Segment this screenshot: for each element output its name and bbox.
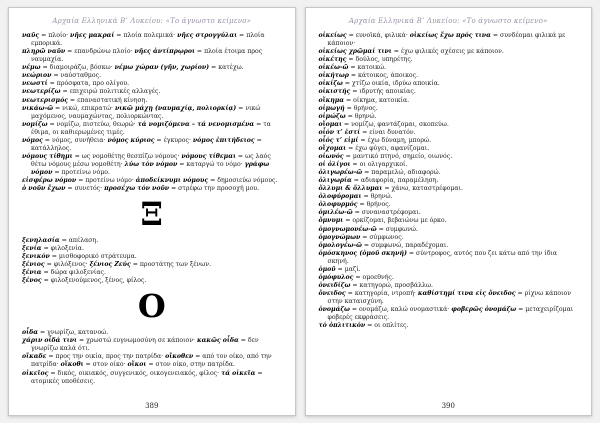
- headword: ὀλιγωρέω-ῶ: [318, 169, 363, 177]
- headword: χάριν οἶδά τινι: [22, 337, 77, 345]
- page-left: [8, 7, 296, 416]
- definition-text: = προστάτης των ξένων.: [130, 261, 212, 269]
- headword: προσέχω τόν νοῦν: [104, 185, 170, 193]
- headword: νῆες ἀντίπρῳροι: [134, 48, 195, 56]
- headword: ὁμόφυλος: [318, 273, 354, 281]
- headword: οἴχομαι: [318, 144, 347, 152]
- glossary-entry: [319, 266, 579, 274]
- definition-text: = ευνοϊκά, φιλικά·: [346, 32, 410, 39]
- headword: οἰκίζω: [318, 80, 343, 88]
- definition-text: = ρίχνω κάποιον στην καταισχύνη.: [327, 290, 571, 306]
- headword: πληρῶ ναῦν: [22, 48, 66, 56]
- headword: ὀνομάζω: [318, 306, 350, 314]
- headword: ξένια: [22, 269, 42, 277]
- definition-text: = νόμος, συνήθεια·: [42, 136, 108, 144]
- definition-text: = κατηγορία, ντροπή·: [345, 290, 418, 297]
- glossary-entry: [319, 306, 579, 322]
- glossary-entry: [319, 282, 579, 290]
- definition-text: = πλοία έτοιμα προς ναυμαχία.: [31, 48, 263, 64]
- headword: οἰκεῖος: [22, 369, 49, 377]
- definition-text: = παραμελώ, αδιαφορώ.: [362, 169, 441, 177]
- definition-text: = συμφωνώ, παραδέχομαι.: [361, 241, 449, 249]
- headword: ὀνειδίζω: [318, 281, 351, 289]
- page-number-left: 389: [145, 402, 159, 410]
- headword: νεώριον: [22, 72, 52, 80]
- definition-text: = έχω δύναμη, μπορώ.: [358, 136, 432, 144]
- headword: οἷός τ’ εἰμί: [318, 136, 359, 144]
- headword: νικῶ μάχῃ (ναυμαχίᾳ, πολιορκίᾳ): [114, 104, 237, 112]
- glossary-entry: [22, 277, 282, 285]
- headword: ὁμοῦ: [318, 265, 336, 273]
- headword: οἶδα: [22, 329, 39, 337]
- definition-text: = προτείνω νόμο.: [52, 169, 110, 177]
- definition-text: = δικός, οικιακός, συγγενικός, οικογενειακός, φίλος·: [48, 369, 222, 377]
- headword: οἰκείως: [318, 32, 347, 39]
- glossary-entry: [319, 161, 579, 169]
- definition-text: = ιδρυτής αποικίας.: [350, 88, 416, 96]
- definition-text: = οι ολιγαρχικοί.: [350, 161, 408, 168]
- definition-text: = από τον οίκο, από την πατρίδα·: [31, 353, 272, 369]
- headword: οἴκαδε: [22, 353, 47, 361]
- definition-text: = δούλος, υπηρέτης.: [346, 56, 413, 64]
- definition-text: = νικώ, επικρατώ·: [53, 104, 115, 112]
- glossary-entry: [22, 353, 282, 369]
- definition-text: = πρόσφατα, προ ολίγου.: [47, 80, 130, 88]
- definition-text: = θρήνος.: [344, 104, 378, 112]
- glossary-entry: [22, 97, 282, 105]
- definition-text: = χάνω, καταστρέφομαι.: [382, 185, 463, 193]
- headword: οἰκείως ἔχω πρός τινα: [409, 32, 491, 39]
- glossary-entry: [319, 145, 579, 153]
- definition-text: = πλοία πολεμικά·: [114, 32, 178, 39]
- headword: ὄνειδος: [318, 290, 346, 297]
- definition-text: = νομίζω, πιστεύω, θεωρώ·: [47, 120, 138, 128]
- definition-text: = γνωρίζω, κατανοώ.: [38, 329, 109, 337]
- headword: ὁμολογέω-ῶ: [318, 241, 362, 249]
- definition-text: = ομοεθνής.: [353, 273, 394, 281]
- headword: νέμω χώραν (γῆν, χωρίον): [114, 64, 210, 72]
- glossary-entry: [22, 185, 282, 193]
- definition-text: = πλοίο·: [39, 32, 71, 39]
- glossary-entry: [22, 153, 282, 177]
- definition-text: = τα έθιμα, οι καθιερωμένες τιμές.: [31, 120, 271, 136]
- glossary-entry: [319, 56, 579, 64]
- glossary-entry: [22, 237, 282, 245]
- definition-text: = προς την οικία, προς την πατρίδα·: [46, 353, 166, 361]
- definition-text: = προτείνω νόμο·: [76, 177, 136, 185]
- definition-text: = συνδέομαι φιλικά με κάποιον·: [327, 32, 566, 48]
- page-header: Αρχαία Ελληνικά Β’ Λυκείου: «Το άγνωστο κείμενο»: [52, 17, 252, 25]
- headword: τά νομιζόμενα – τά νενομισμένα: [137, 120, 255, 128]
- definition-text: = οίκημα, κατοικία.: [344, 96, 410, 104]
- headword: ναῦς: [22, 32, 40, 39]
- headword: ἀποδείκνυμι νόμους: [135, 177, 209, 185]
- headword: νόμος: [22, 136, 43, 144]
- definition-text: = μεταχειρίζομαι φοβερές εκφράσεις.: [327, 306, 574, 322]
- glossary-entry: [319, 97, 579, 105]
- definition-text: = συνετός·: [65, 185, 105, 193]
- headword: ξένιος Ζεύς: [89, 261, 131, 269]
- glossary-entry: [319, 322, 579, 330]
- definition-text: = φιλόξενος·: [44, 261, 90, 269]
- headword: ὀλιγωρία: [318, 177, 352, 185]
- definition-text: = ως νομοθέτης θεσπίζω νόμους·: [72, 152, 182, 160]
- headword: οἰκιστής: [318, 88, 351, 96]
- headword: οἴκοθεν: [165, 353, 194, 361]
- definition-text: = διαμοιράζω, βόσκω·: [40, 64, 115, 72]
- definition-text: = είναι δυνατόν.: [360, 128, 416, 136]
- page-header: Αρχαία Ελληνικά Β’ Λυκείου: «Το άγνωστο κείμενο»: [348, 17, 548, 25]
- page-number-right: 390: [441, 402, 455, 410]
- headword: ὄμνυμι: [318, 217, 344, 225]
- definition-text: = απέλαση.: [59, 237, 99, 245]
- headword: ὁμόσκηνος (ὁμοῦ σκηνή): [318, 249, 407, 257]
- headword: ὁμογνώμων: [318, 233, 361, 241]
- glossary-entry: [319, 72, 579, 80]
- glossary-entry: [319, 129, 579, 137]
- definition-text: = κατέχω.: [209, 64, 244, 72]
- definition-text: = μαντικό πτηνό, σημείο, οιωνός.: [343, 152, 453, 160]
- headword: νεωστί: [22, 80, 48, 88]
- glossary-entry: [319, 105, 579, 113]
- headword: ξενικόν: [22, 253, 50, 261]
- definition-text: = νικώ μαχόμενος, ναυμαχώντας, πολιορκώντας.: [31, 104, 261, 120]
- glossary-entry: [319, 169, 579, 177]
- definition-text: = κάτοικος, άποικος.: [348, 72, 419, 80]
- headword: οἰκήτωρ: [318, 72, 349, 80]
- definition-text: = δημοσιεύω νόμους.: [208, 177, 278, 185]
- glossary-entry: [22, 245, 282, 253]
- headword: ξένιος: [22, 261, 45, 269]
- headword: οἰμώζω: [318, 112, 346, 120]
- headword: φοβερῶς ὀνομάζω: [451, 306, 517, 314]
- glossary-entry: [319, 88, 579, 96]
- headword: ξένος: [22, 277, 42, 285]
- glossary-entry: [319, 32, 579, 48]
- glossary-entry: [22, 370, 282, 386]
- glossary-entry: [22, 64, 282, 72]
- glossary-entry: [22, 121, 282, 137]
- headword: νόμους τίθεμαι: [181, 152, 236, 160]
- definition-text: = καταργώ το νόμο·: [177, 161, 245, 168]
- headword: νομίζω: [22, 120, 48, 128]
- definition-text: = έχω φιλικές σχέσεις με κάποιον.: [391, 48, 504, 56]
- definition-text: = σύντροφος, αυτός που ζει κάτω από την ίδια σκηνή.: [327, 249, 558, 265]
- headword: νέμω: [22, 64, 41, 72]
- definition-text: = πλοία εμπορικά.: [31, 32, 265, 48]
- glossary-entry: [22, 261, 282, 269]
- headword: οἷόν τ’ ἐστί: [318, 128, 361, 136]
- glossary-entry: [319, 177, 579, 185]
- definition-text: = δώρα φιλοξενίας.: [41, 269, 106, 277]
- glossary-entry: [319, 185, 579, 193]
- definition-text: = ορκίζομαι, βεβαιώνω με όρκο.: [343, 217, 447, 225]
- glossary-content-left: [22, 32, 282, 386]
- headword: νόμος ἐπιτήδειος: [192, 136, 255, 144]
- headword: ξενία: [22, 245, 42, 253]
- section-letter-Ξ: Ξ: [140, 195, 163, 234]
- headword: ξενηλασία: [22, 237, 60, 245]
- definition-text: = κατηγορώ, προσβάλλω.: [350, 281, 433, 289]
- headword: ὄλλυμι & ὄλλυμαι: [318, 185, 383, 193]
- glossary-entry: [319, 250, 579, 266]
- glossary-entry: [319, 226, 579, 234]
- glossary-entry: [22, 137, 282, 153]
- glossary-content-right: [319, 32, 579, 330]
- definition-text: = θρηνώ.: [345, 112, 377, 120]
- headword: εἰσφέρω νόμον: [22, 177, 77, 185]
- definition-text: = ναύσταθμος.: [51, 72, 102, 80]
- headword: νόμους τίθημι: [22, 152, 73, 160]
- headword: οἴκημα: [318, 96, 345, 104]
- glossary-entry: [319, 274, 579, 282]
- glossary-entry: [319, 217, 579, 225]
- headword: ὀλοφύρομαι: [318, 193, 362, 201]
- definition-text: = κατοικώ.: [348, 64, 386, 72]
- glossary-entry: [319, 64, 579, 72]
- glossary-entry: [319, 201, 579, 209]
- section-letter-Ο: Ο: [137, 287, 166, 326]
- definition-text: = νομίζω, φαντάζομαι, σκοπεύω.: [342, 120, 449, 128]
- definition-text: = ως λαός θέτω νόμους μέσω νομοθέτη·: [31, 152, 271, 168]
- headword: οἰωνός: [318, 152, 344, 160]
- definition-text: = αδιαφορία, παραμέληση.: [351, 177, 439, 185]
- glossary-entry: [22, 88, 282, 96]
- glossary-entry: [319, 113, 579, 121]
- definition-text: = επανδρώνω πλοίο·: [65, 48, 135, 56]
- glossary-entry: [22, 80, 282, 88]
- definition-text: = μαζί.: [335, 265, 361, 273]
- glossary-entry: [319, 137, 579, 145]
- glossary-entry: [319, 193, 579, 201]
- definition-text: = ονομάζω, καλώ ονομαστικά·: [349, 306, 452, 314]
- headword: νόμος κύριος: [107, 136, 155, 144]
- definition-text: = θρήνος.: [357, 201, 391, 209]
- glossary-entry: [22, 105, 282, 121]
- definition-text: = επαναστατική κίνηση.: [67, 96, 148, 104]
- glossary-entry: [22, 177, 282, 185]
- headword: νεωτερισμός: [22, 96, 68, 104]
- headword: οἰκέτης: [318, 56, 347, 64]
- glossary-entry: [319, 209, 579, 217]
- definition-text: = επιχειρώ πολιτικές αλλαγές.: [60, 88, 161, 96]
- headword: νικάω-ῶ: [22, 104, 54, 112]
- definition-text: = οι οπλίτες.: [365, 322, 409, 330]
- glossary-entry: [22, 269, 282, 277]
- headword: ὁ νοῦν ἔχων: [22, 185, 66, 193]
- headword: λύω τόν νόμον: [124, 161, 178, 168]
- glossary-entry: [22, 337, 282, 353]
- headword: οἰκέω-ῶ: [318, 64, 349, 72]
- headword: οἴκοι: [127, 361, 147, 369]
- headword: τά οἰκεῖα: [221, 369, 256, 377]
- headword: κακῶς οἶδα: [196, 337, 239, 345]
- headword: ὀλοφυρμός: [318, 201, 358, 209]
- glossary-entry: [319, 121, 579, 129]
- glossary-entry: [319, 234, 579, 242]
- definition-text: = θρηνώ.: [361, 193, 393, 201]
- definition-text: = χρωστώ ευγνωμοσύνη σε κάποιον·: [77, 337, 197, 345]
- definition-text: = φιλοξενούμενος, ξένος, φίλος.: [41, 277, 147, 285]
- glossary-entry: [22, 48, 282, 64]
- headword: οἴκοθι: [60, 361, 84, 369]
- glossary-entry: [22, 253, 282, 261]
- definition-text: = έχω φύγει, αφανίζομαι.: [346, 144, 430, 152]
- glossary-entry: [22, 72, 282, 80]
- definition-text: = δεν γνωρίζω καλά ότι.: [31, 337, 259, 353]
- headword: νεωτερίζω: [22, 88, 61, 96]
- definition-text: = ατομικές υποθέσεις.: [31, 369, 263, 385]
- definition-text: = συμφωνώ.: [376, 225, 418, 233]
- glossary-entry: [319, 153, 579, 161]
- headword: νῆες στρογγύλαι: [177, 32, 238, 39]
- headword: νῆες μακραί: [70, 32, 115, 39]
- definition-text: = χτίζω οικία, ιδρύω αποικία.: [342, 80, 440, 88]
- headword: ὁμογνωμονέω-ῶ: [318, 225, 377, 233]
- headword: οἰμωγή: [318, 104, 345, 112]
- definition-text: = έγκυρος·: [154, 136, 193, 144]
- definition-text: = σύμφωνος.: [360, 233, 404, 241]
- headword: καθίστημί τινα εἰς ὄνειδος: [417, 290, 516, 297]
- definition-text: = μισθοφορικό στράτευμα.: [49, 253, 137, 261]
- headword: τό ὁπλιτικόν: [318, 322, 366, 330]
- definition-text: = στρέφω την προσοχή μου.: [169, 185, 260, 193]
- definition-text: = φιλοξενία.: [41, 245, 84, 253]
- definition-text: = συναναστρέφομαι.: [352, 209, 421, 217]
- headword: ὁμιλέω-ῶ: [318, 209, 353, 217]
- definition-text: = στον οίκο·: [83, 361, 128, 369]
- headword: οἱ ὀλίγοι: [318, 161, 351, 168]
- glossary-entry: [319, 80, 579, 88]
- page-right: [305, 7, 593, 416]
- definition-text: = στον οίκο, στην πατρίδα.: [146, 361, 235, 369]
- headword: οἰκείως χρῶμαί τινι: [318, 48, 392, 56]
- glossary-entry: [319, 242, 579, 250]
- glossary-entry: [319, 290, 579, 306]
- glossary-entry: [22, 32, 282, 48]
- headword: γράφω νόμον: [31, 161, 270, 177]
- definition-text: = κατάλληλος.: [31, 136, 262, 152]
- glossary-entry: [319, 48, 579, 56]
- headword: οἴομαι: [318, 120, 343, 128]
